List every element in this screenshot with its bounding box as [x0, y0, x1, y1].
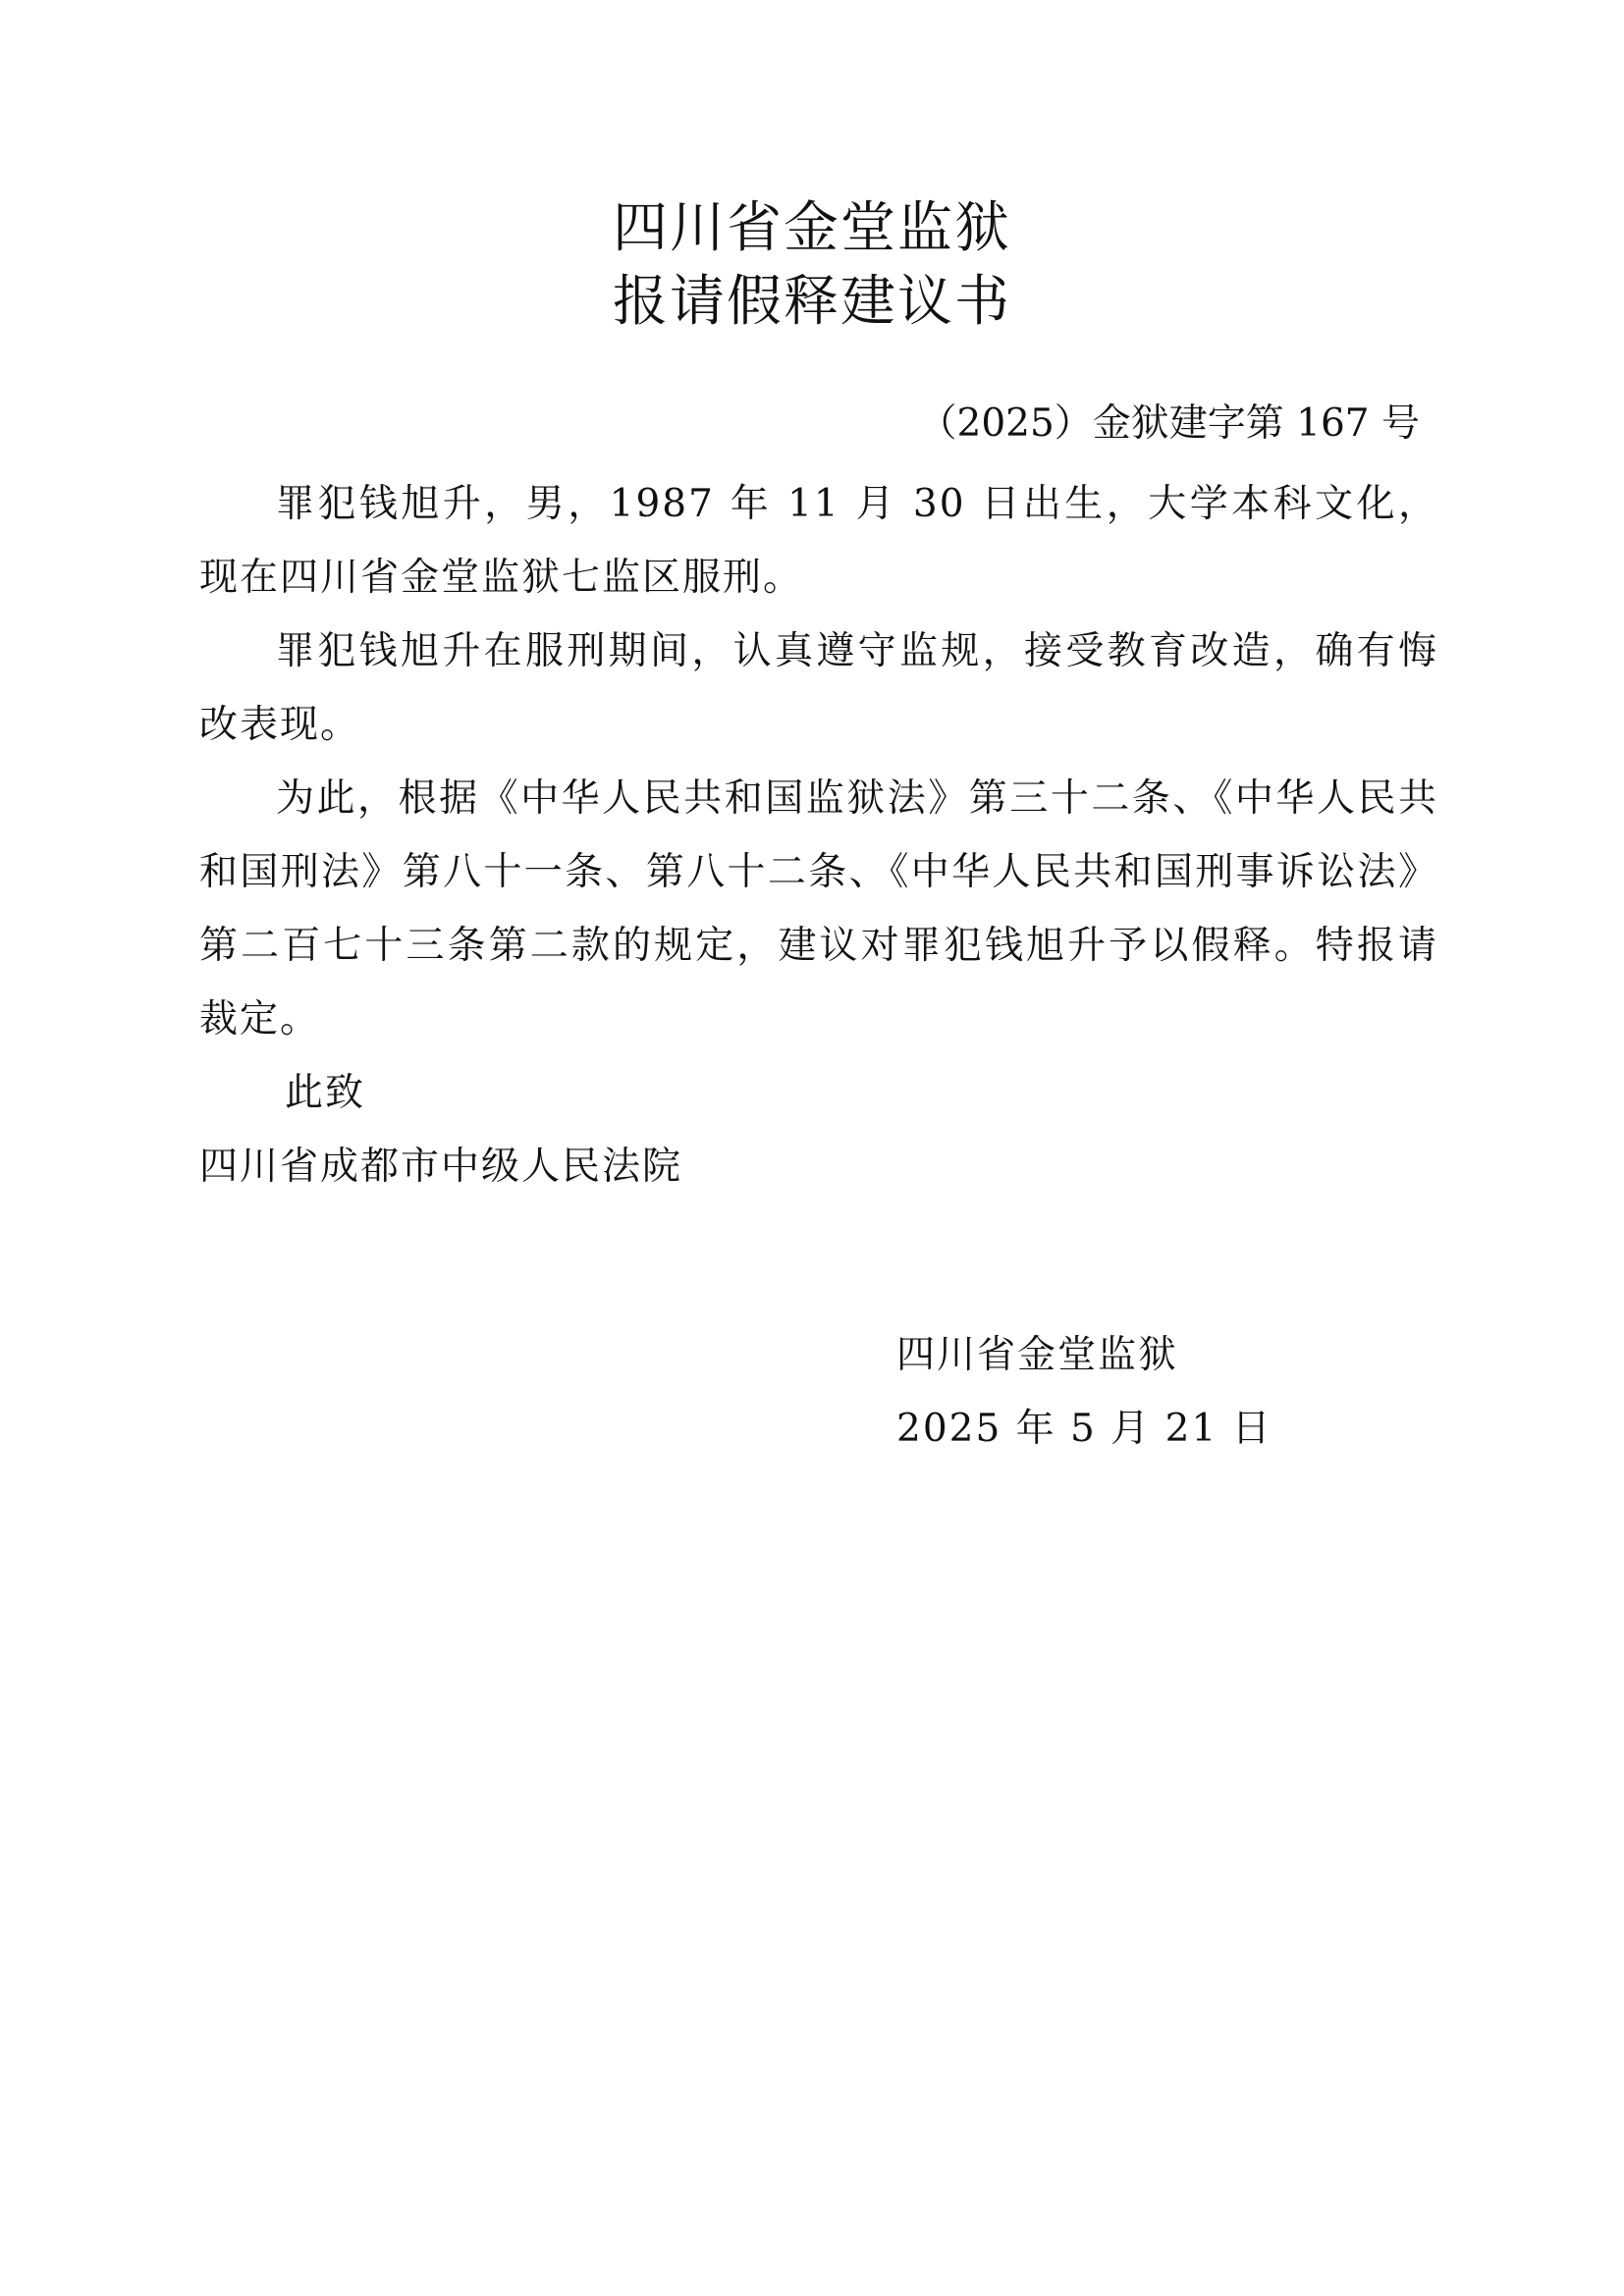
document-title-line2: 报请假释建议书 — [613, 270, 1011, 334]
recipient-court: 四川省成都市中级人民法院 — [199, 1145, 683, 1189]
signature-organization: 四川省金堂监狱 — [896, 1333, 1179, 1377]
document-title-line1: 四川省金堂监狱 — [613, 196, 1011, 260]
paragraph-inmate-info: 罪犯钱旭升，男，1987 年 11 月 30 日出生，大学本科文化，现在四川省金堂监狱七监区服刑。 — [199, 482, 1438, 600]
paragraph-conduct: 罪犯钱旭升在服刑期间，认真遵守监规，接受教育改造，确有悔改表现。 — [199, 629, 1438, 747]
salutation: 此致 — [285, 1071, 366, 1115]
document-number: （2025）金狱建字第 167 号 — [918, 401, 1420, 446]
paragraph-legal-basis: 为此，根据《中华人民共和国监狱法》第三十二条、《中华人民共和国刑法》第八十一条、第八十二条、《中华人民共和国刑事诉讼法》第二百七十三条第二款的规定，建议对罪犯钱旭升予以假释。特报请裁定。 — [199, 776, 1438, 1041]
signature-date: 2025 年 5 月 21 日 — [896, 1407, 1272, 1451]
